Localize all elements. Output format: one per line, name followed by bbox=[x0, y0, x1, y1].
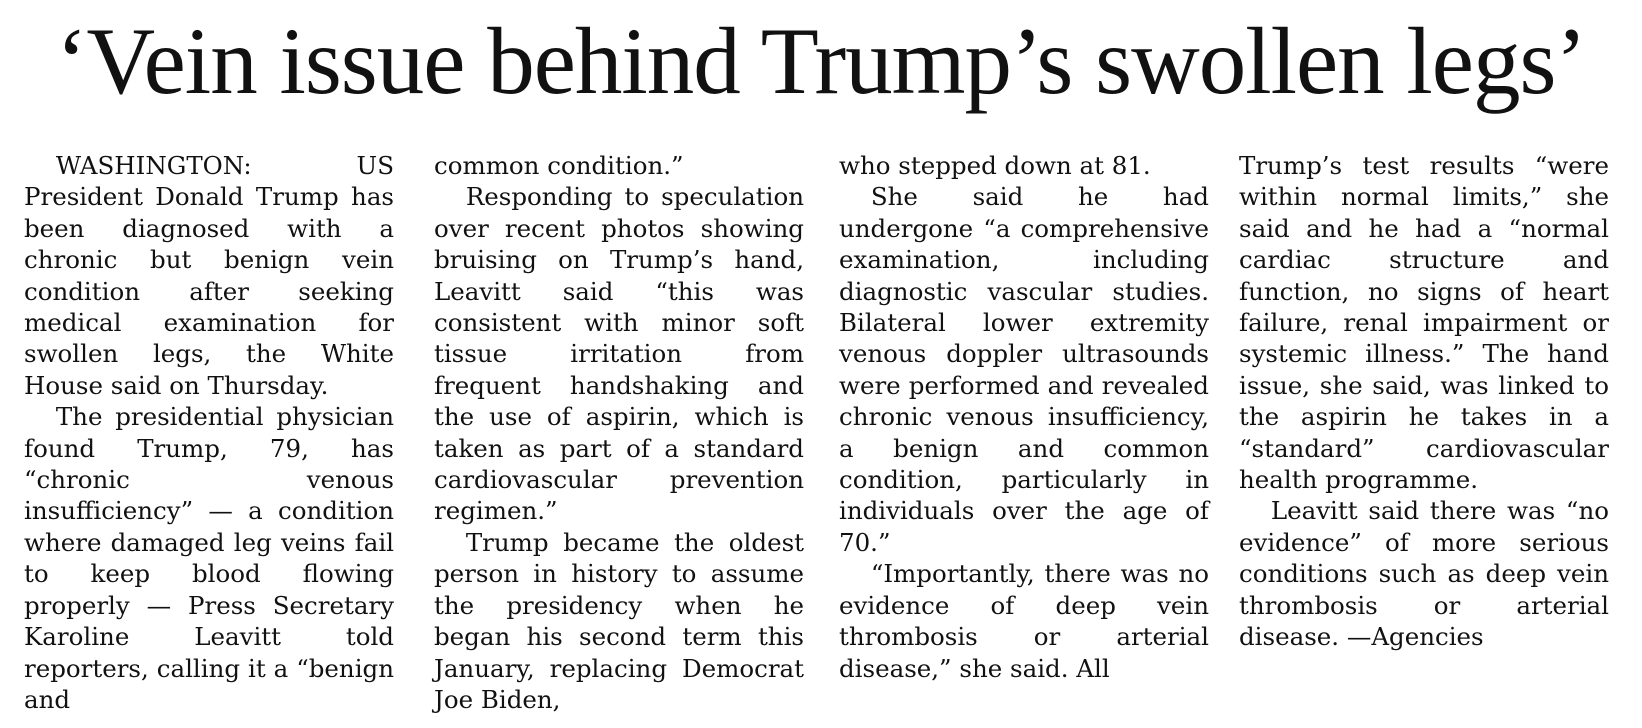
paragraph: Trump became the oldest person in history to assume the presidency when he began his second term this January, replacing Democrat Joe Biden, bbox=[434, 527, 804, 714]
paragraph: She said he had undergone “a comprehensive examination, including diagnostic vascular studies. Bilateral lower extremity venous doppler ultrasounds were performed and revealed chronic venous insufficiency, a benign and common condition, particularly in individuals over the age of 70.” bbox=[839, 182, 1209, 557]
column-1 bbox=[24, 150, 394, 715]
paragraph: Leavitt said there was “no evidence” of more serious conditions such as deep vein thrombosis or arterial disease. —Agencies bbox=[1239, 496, 1609, 652]
paragraph: “Importantly, there was no evidence of deep vein thrombosis or arterial disease,” she said. All bbox=[839, 559, 1209, 683]
paragraph: common condition.” bbox=[434, 151, 684, 180]
column-3 bbox=[839, 150, 1209, 684]
column-2 bbox=[434, 150, 804, 715]
headline: ‘Vein issue behind Trump’s swollen legs’ bbox=[55, 8, 1587, 114]
paragraph: Trump’s test results “were within normal limits,” she said and he had a “normal cardiac structure and function, no signs of heart failure, renal impairment or systemic illness.” The hand issue, she said, was linked to the aspirin he takes in a “standard” cardiovascular health programme. bbox=[1239, 151, 1609, 495]
paragraph: The presidential physician found Trump, 79, has “chronic venous insufficiency” — a condition where damaged leg veins fail to keep blood flowing properly — Press Secretary Karoline Leavitt told reporters, calling it a “benign and bbox=[24, 402, 394, 714]
paragraph: Responding to speculation over recent photos showing bruising on Trump’s hand, Leavitt said “this was consistent with minor soft tissue irritation from frequent handshaking and the use of aspirin, which is taken as part of a standard cardiovascular prevention regimen.” bbox=[434, 182, 804, 526]
paragraph: who stepped down at 81. bbox=[839, 151, 1151, 180]
paragraph: WASHINGTON: US President Donald Trump has been diagnosed with a chronic but benign vein condition after seeking medical examination for swollen legs, the White House said on Thursday. bbox=[24, 151, 394, 400]
column-4 bbox=[1239, 150, 1609, 653]
article-body bbox=[24, 150, 1626, 728]
